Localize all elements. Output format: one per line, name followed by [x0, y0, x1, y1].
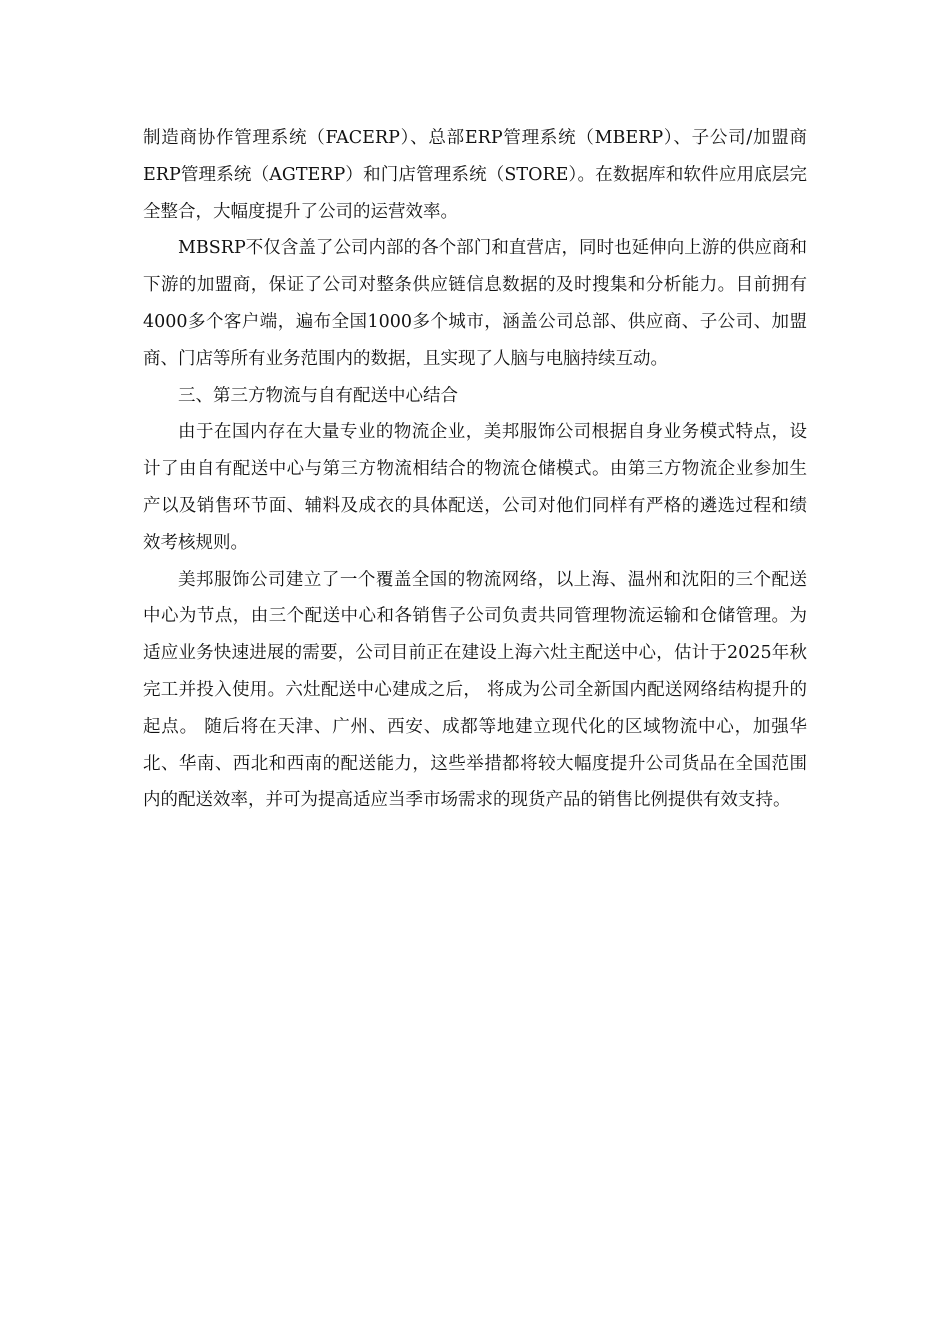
paragraph-erp-systems: 制造商协作管理系统（FACERP）、总部ERP管理系统（MBERP）、子公司/加盟商ERP管理系统（AGTERP）和门店管理系统（STORE）。在数据库和软件应用底层完全整合，大幅度提升了公司的运营效率。 — [143, 128, 807, 222]
paragraph-mbsrp: MBSRP不仅含盖了公司内部的各个部门和直营店，同时也延伸向上游的供应商和下游的加盟商，保证了公司对整条供应链信息数据的及时搜集和分析能力。目前拥有4000多个客户端，遍布全国1000多个城市，涵盖公司总部、供应商、子公司、加盟商、门店等所有业务范围内的数据，且实现了人脑与电脑持续互动。 — [143, 238, 807, 369]
section-heading: 三、第三方物流与自有配送中心结合 — [178, 385, 458, 406]
document-page — [143, 120, 807, 819]
paragraph-third-party-logistics: 由于在国内存在大量专业的物流企业，美邦服饰公司根据自身业务模式特点，设计了由自有配送中心与第三方物流相结合的物流仓储模式。由第三方物流企业参加生产以及销售环节面、辅料及成衣的具体配送，公司对他们同样有严格的遴选过程和绩效考核规则。 — [143, 422, 807, 553]
paragraph-logistics-network: 美邦服饰公司建立了一个覆盖全国的物流网络，以上海、温州和沈阳的三个配送中心为节点，由三个配送中心和各销售子公司负责共同管理物流运输和仓储管理。为适应业务快速进展的需要，公司目前正在建设上海六灶主配送中心，估计于2025年秋完工并投入使用。六灶配送中心建成之后， 将成为公司全新国内配送网络结构提升的起点。 随后将在天津、广州、西安、成都等地建立现代化的区域物流中心，加强华北、华南、西北和西南的配送能力，这些举措都将较大幅度提升公司货品在全国范围内的配送效率，并可为提高适应当季市场需求的现货产品的销售比例提供有效支持。 — [143, 569, 807, 811]
